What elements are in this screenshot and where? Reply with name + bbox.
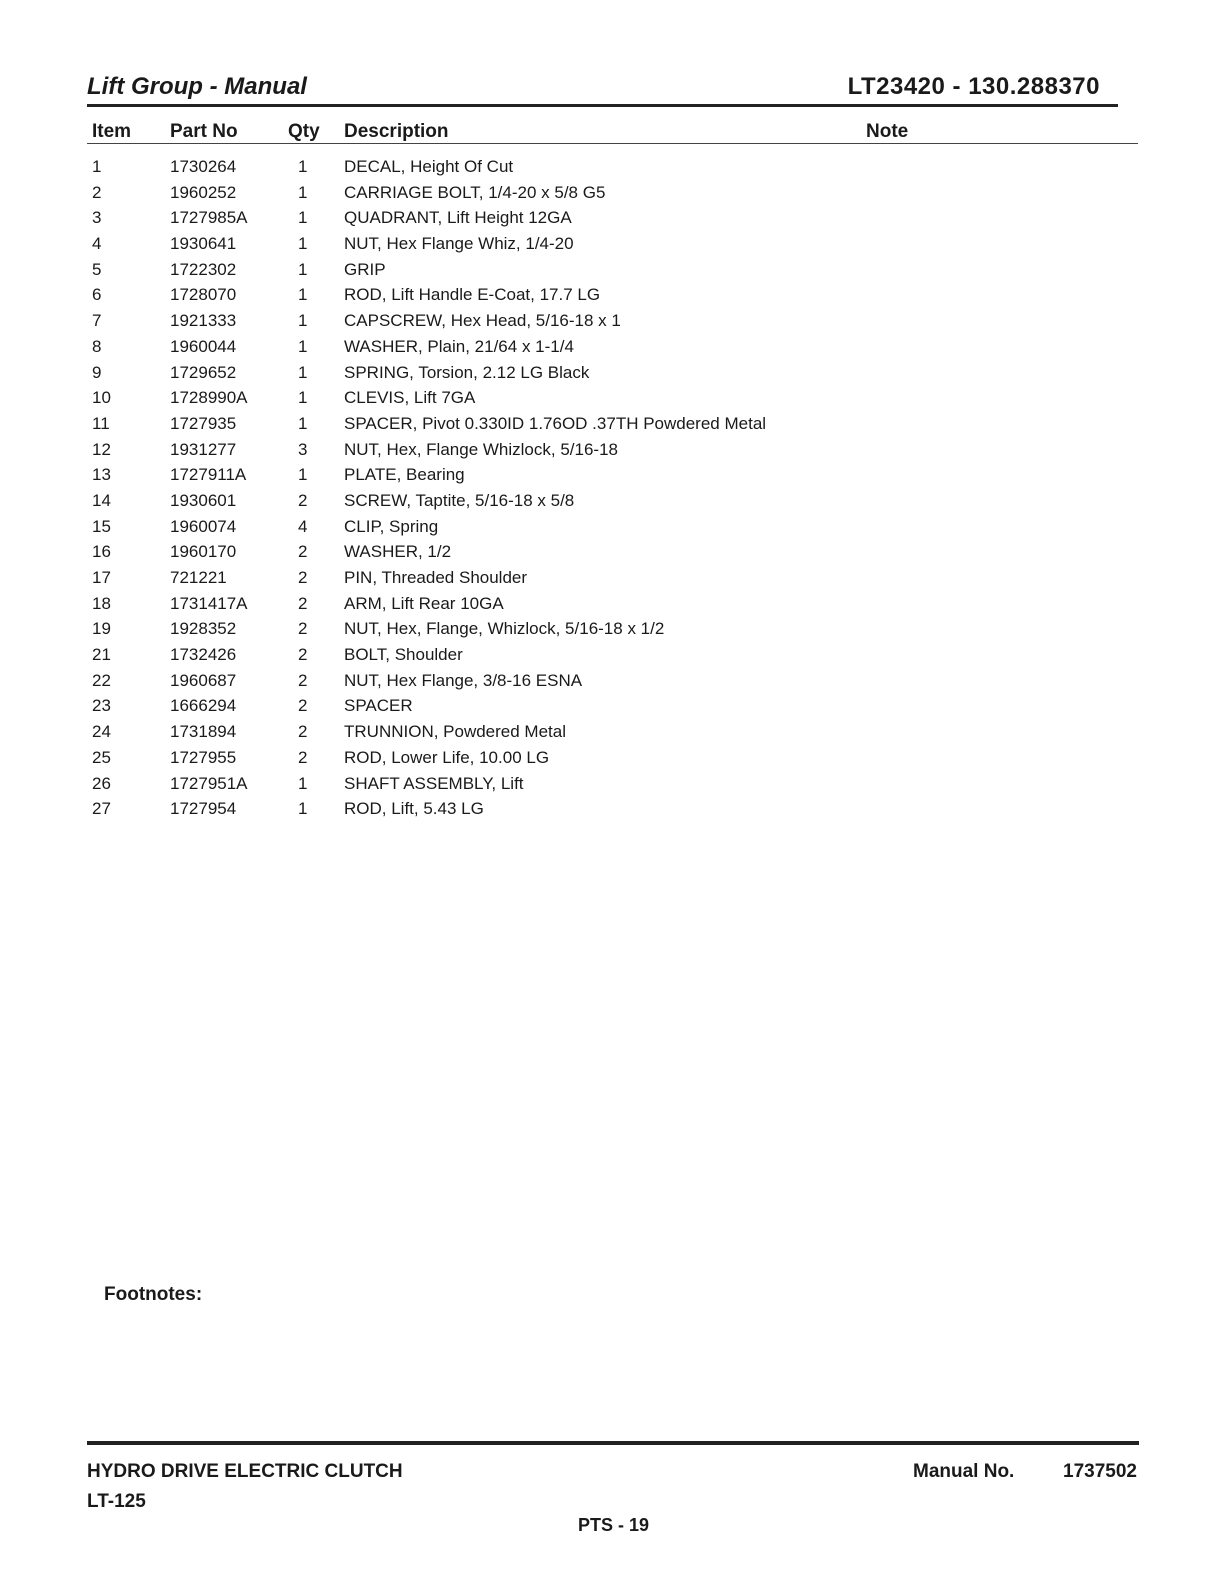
item-cell: 3: [92, 208, 102, 228]
page-title: Lift Group - Manual: [87, 73, 307, 100]
qty-cell: 1: [298, 208, 308, 228]
item-cell: 6: [92, 285, 102, 305]
qty-cell: 1: [298, 388, 308, 408]
part-no-cell: 1731417A: [170, 593, 248, 613]
footer-divider: [87, 1441, 1139, 1445]
part-no-cell: 1731894: [170, 722, 237, 742]
part-no-cell: 1960170: [170, 542, 237, 562]
manual-number: 1737502: [1063, 1461, 1137, 1482]
page-number: PTS - 19: [578, 1515, 650, 1535]
description-cell: NUT, Hex Flange Whiz, 1/4-20: [344, 234, 574, 254]
column-header-part-no: Part No: [170, 121, 238, 142]
part-no-cell: 1921333: [170, 311, 237, 331]
item-cell: 12: [92, 439, 111, 459]
table-row: [0, 463, 1225, 489]
qty-cell: 1: [298, 157, 308, 176]
part-no-cell: 1727955: [170, 747, 237, 767]
item-cell: 11: [92, 413, 110, 433]
table-row: [0, 155, 1225, 181]
description-cell: NUT, Hex, Flange Whizlock, 5/16-18: [344, 439, 618, 459]
description-cell: SHAFT ASSEMBLY, Lift: [344, 773, 524, 793]
table-row: [0, 746, 1225, 772]
table-row: [0, 206, 1225, 232]
item-cell: 18: [92, 593, 111, 613]
footer-model: LT-125: [87, 1491, 146, 1512]
column-header-divider: [87, 143, 1138, 144]
table-row: [0, 438, 1225, 464]
item-cell: 14: [92, 490, 111, 510]
description-cell: GRIP: [344, 259, 386, 279]
description-cell: SPACER, Pivot 0.330ID 1.76OD .37TH Powdered Metal: [344, 413, 767, 433]
table-row: [0, 412, 1225, 438]
description-cell: ROD, Lower Life, 10.00 LG: [344, 747, 550, 767]
qty-cell: 1: [298, 182, 308, 202]
qty-cell: 1: [298, 336, 308, 356]
item-cell: 26: [92, 773, 111, 793]
description-cell: SPRING, Torsion, 2.12 LG Black: [344, 362, 590, 382]
qty-cell: 3: [298, 439, 308, 459]
description-cell: DECAL, Height Of Cut: [344, 157, 514, 176]
description-cell: WASHER, Plain, 21/64 x 1-1/4: [344, 336, 574, 356]
item-cell: 13: [92, 465, 111, 485]
table-row: [0, 720, 1225, 746]
table-row: [0, 386, 1225, 412]
description-cell: NUT, Hex, Flange, Whizlock, 5/16-18 x 1/2: [344, 619, 665, 639]
part-no-cell: 1960252: [170, 182, 237, 202]
part-no-cell: 1728070: [170, 285, 237, 305]
description-cell: CAPSCREW, Hex Head, 5/16-18 x 1: [344, 311, 621, 331]
description-cell: ARM, Lift Rear 10GA: [344, 593, 504, 613]
part-no-cell: 1960074: [170, 516, 237, 536]
part-no-cell: 1666294: [170, 696, 237, 716]
item-cell: 17: [92, 568, 111, 587]
description-cell: PIN, Threaded Shoulder: [344, 568, 528, 587]
description-cell: SPACER: [344, 696, 413, 716]
parts-table: [0, 155, 1225, 823]
item-cell: 2: [92, 182, 102, 202]
part-no-cell: 1728990A: [170, 388, 248, 408]
qty-cell: 1: [298, 465, 308, 485]
qty-cell: 2: [298, 593, 308, 613]
qty-cell: 1: [298, 773, 308, 793]
table-row: [0, 540, 1225, 566]
qty-cell: 2: [298, 722, 308, 742]
qty-cell: 1: [298, 311, 308, 331]
qty-cell: 2: [298, 542, 308, 562]
table-row: [0, 797, 1225, 823]
part-no-cell: 1727954: [170, 799, 237, 819]
item-cell: 5: [92, 259, 102, 279]
qty-cell: 2: [298, 696, 308, 716]
description-cell: CARRIAGE BOLT, 1/4-20 x 5/8 G5: [344, 182, 606, 202]
item-cell: 19: [92, 619, 111, 639]
description-cell: CLIP, Spring: [344, 516, 439, 536]
table-row: [0, 309, 1225, 335]
qty-cell: 2: [298, 645, 308, 665]
table-row: [0, 361, 1225, 387]
qty-cell: 2: [298, 490, 308, 510]
qty-cell: 1: [298, 234, 308, 254]
column-header-note: Note: [866, 121, 909, 142]
part-no-cell: 1960044: [170, 336, 237, 356]
part-no-cell: 1722302: [170, 259, 237, 279]
header-divider: [87, 104, 1118, 107]
manual-number-label: Manual No.: [913, 1461, 1015, 1482]
description-cell: SCREW, Taptite, 5/16-18 x 5/8: [344, 490, 575, 510]
description-cell: TRUNNION, Powdered Metal: [344, 722, 567, 742]
table-row: [0, 181, 1225, 207]
item-cell: 21: [92, 645, 111, 665]
table-row: [0, 335, 1225, 361]
table-row: [0, 669, 1225, 695]
table-row: [0, 566, 1225, 592]
part-no-cell: 1729652: [170, 362, 237, 382]
item-cell: 22: [92, 670, 111, 690]
item-cell: 23: [92, 696, 111, 716]
qty-cell: 4: [298, 516, 308, 536]
table-row: [0, 515, 1225, 541]
part-no-cell: 1727935: [170, 413, 237, 433]
table-row: [0, 489, 1225, 515]
table-row: [0, 643, 1225, 669]
item-cell: 15: [92, 516, 111, 536]
description-cell: BOLT, Shoulder: [344, 645, 463, 665]
qty-cell: 1: [298, 362, 308, 382]
part-no-cell: 1732426: [170, 645, 237, 665]
table-row: [0, 772, 1225, 798]
table-row: [0, 232, 1225, 258]
item-cell: 24: [92, 722, 111, 742]
qty-cell: 1: [298, 285, 308, 305]
model-number: LT23420 - 130.288370: [847, 73, 1100, 100]
item-cell: 25: [92, 747, 111, 767]
qty-cell: 2: [298, 619, 308, 639]
table-row: [0, 592, 1225, 618]
column-header-qty: Qty: [288, 121, 320, 142]
item-cell: 16: [92, 542, 111, 562]
description-cell: CLEVIS, Lift 7GA: [344, 388, 476, 408]
description-cell: PLATE, Bearing: [344, 465, 465, 485]
qty-cell: 2: [298, 670, 308, 690]
part-no-cell: 1727951A: [170, 773, 248, 793]
description-cell: WASHER, 1/2: [344, 542, 452, 562]
qty-cell: 1: [298, 799, 308, 819]
description-cell: QUADRANT, Lift Height 12GA: [344, 208, 572, 228]
part-no-cell: 1928352: [170, 619, 237, 639]
item-cell: 7: [92, 311, 102, 331]
item-cell: 8: [92, 336, 102, 356]
table-row: [0, 258, 1225, 284]
description-cell: ROD, Lift Handle E-Coat, 17.7 LG: [344, 285, 601, 305]
table-row: [0, 694, 1225, 720]
column-header-item: Item: [92, 121, 132, 142]
footer-title: HYDRO DRIVE ELECTRIC CLUTCH: [87, 1461, 403, 1482]
item-cell: 9: [92, 362, 102, 382]
part-no-cell: 1730264: [170, 157, 237, 176]
part-no-cell: 1930601: [170, 490, 237, 510]
table-row: [0, 617, 1225, 643]
part-no-cell: 1930641: [170, 234, 237, 254]
item-cell: 1: [92, 157, 102, 176]
qty-cell: 1: [298, 259, 308, 279]
qty-cell: 2: [298, 568, 308, 587]
part-no-cell: 1931277: [170, 439, 237, 459]
item-cell: 4: [92, 234, 102, 254]
qty-cell: 2: [298, 747, 308, 767]
item-cell: 27: [92, 799, 111, 819]
description-cell: ROD, Lift, 5.43 LG: [344, 799, 484, 819]
part-no-cell: 721221: [170, 568, 227, 587]
table-row: [0, 283, 1225, 309]
part-no-cell: 1727911A: [170, 465, 247, 485]
part-no-cell: 1727985A: [170, 208, 248, 228]
column-header-description: Description: [344, 121, 449, 142]
footnotes-label: Footnotes:: [104, 1284, 203, 1305]
part-no-cell: 1960687: [170, 670, 237, 690]
item-cell: 10: [92, 388, 111, 408]
description-cell: NUT, Hex Flange, 3/8-16 ESNA: [344, 670, 583, 690]
qty-cell: 1: [298, 413, 308, 433]
